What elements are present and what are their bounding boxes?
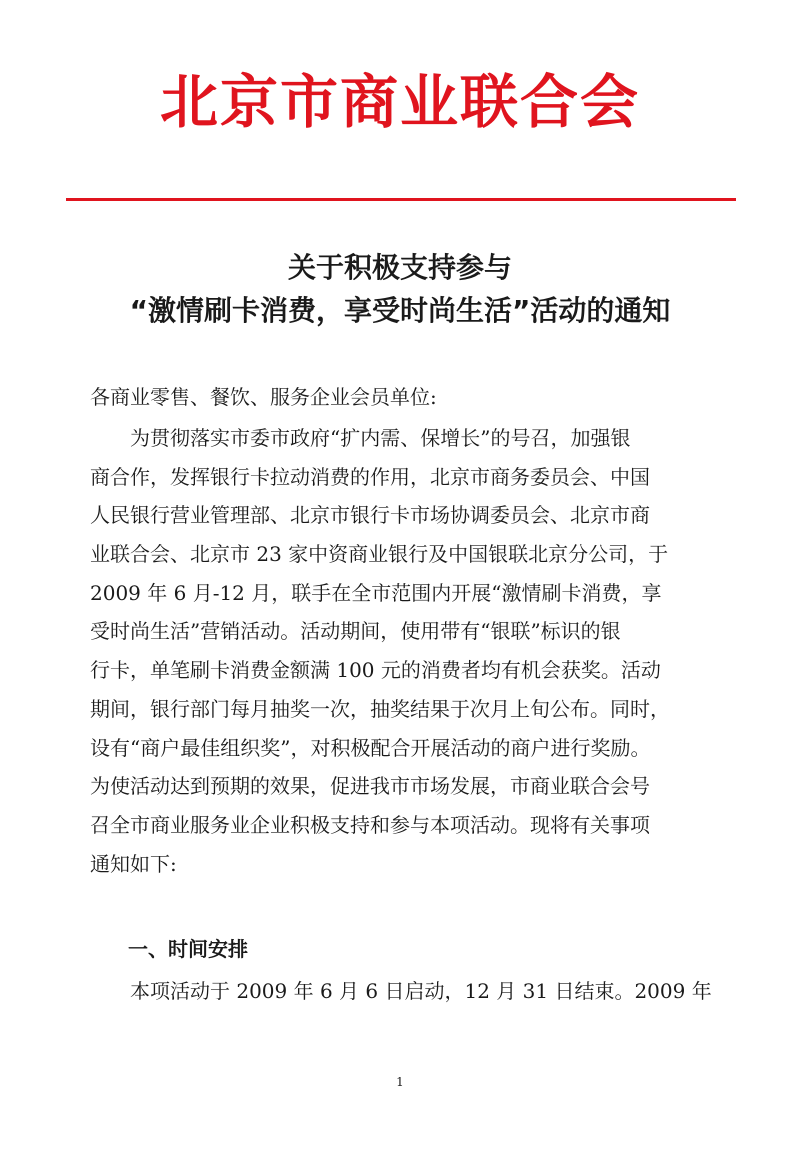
body-line: 为使活动达到预期的效果，促进我市市场发展，市商业联合会号 xyxy=(90,774,650,799)
letterhead-red-rule xyxy=(66,198,736,201)
page-number: 1 xyxy=(396,1075,404,1089)
body-line: 召全市商业服务业企业积极支持和参与本项活动。现将有关事项 xyxy=(90,812,650,837)
body-line: 业联合会、北京市 23 家中资商业银行及中国银联北京分公司，于 xyxy=(90,542,669,567)
body-paragraph xyxy=(90,419,670,883)
section-heading: 一、时间安排 xyxy=(128,937,248,961)
section-line: 本项活动于 2009 年 6 月 6 日启动，12 月 31 日结束。2009 年 xyxy=(130,979,712,1003)
addressee xyxy=(90,378,437,417)
letterhead-org-name: 北京市商业联合会 xyxy=(159,68,640,136)
body-line: 通知如下: xyxy=(90,851,177,876)
body-line: 行卡，单笔刷卡消费金额满 100 元的消费者均有机会获奖。活动 xyxy=(90,658,661,683)
body-line: 期间，银行部门每月抽奖一次，抽奖结果于次月上旬公布。同时， xyxy=(90,696,670,721)
body-line: 设有“商户最佳组织奖”，对积极配合开展活动的商户进行奖励。 xyxy=(90,735,651,760)
section-paragraph xyxy=(90,972,712,1011)
body-line: 受时尚生活”营销活动。活动期间，使用带有“银联”标识的银 xyxy=(90,619,621,644)
addressee-line: 各商业零售、餐饮、服务企业会员单位: xyxy=(90,385,437,409)
body-line: 2009 年 6 月-12 月，联手在全市范围内开展“激情刷卡消费，享 xyxy=(90,580,662,605)
body-line: 人民银行营业管理部、北京市银行卡市场协调委员会、北京市商 xyxy=(90,503,650,528)
document-title-line-1: 关于积极支持参与 xyxy=(287,251,512,284)
body-line: 商合作，发挥银行卡拉动消费的作用，北京市商务委员会、中国 xyxy=(90,464,650,489)
body-line: 为贯彻落实市委市政府“扩内需、保增长”的号召，加强银 xyxy=(130,426,631,450)
document-title-line-2: “激情刷卡消费，享受时尚生活”活动的通知 xyxy=(129,294,671,327)
